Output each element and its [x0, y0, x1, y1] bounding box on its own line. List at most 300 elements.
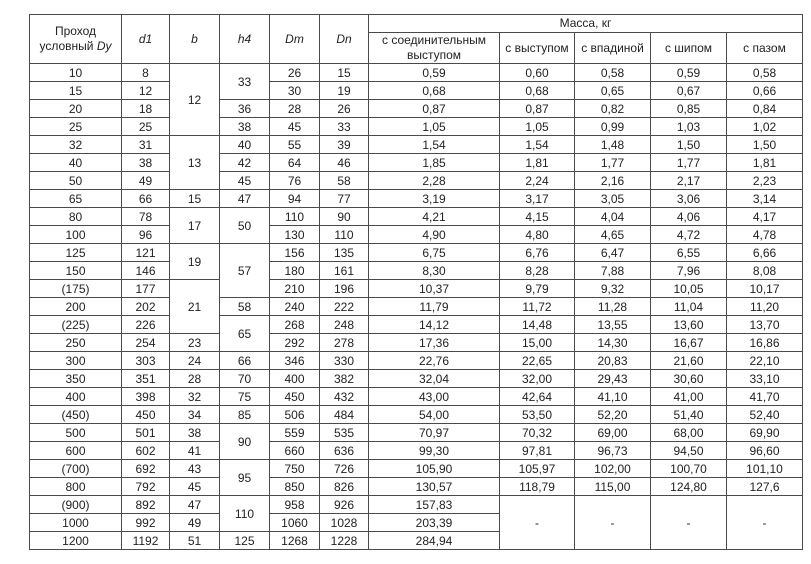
cell-mass-connecting: 14,12 — [369, 316, 500, 334]
cell-dm: 850 — [270, 478, 320, 496]
table-row — [30, 406, 803, 424]
cell-dn: 926 — [320, 496, 369, 514]
cell-mass-connecting: 6,75 — [369, 244, 500, 262]
cell-dm: 559 — [270, 424, 320, 442]
cell-mass-recess: 4,65 — [575, 226, 651, 244]
cell-dm: 1060 — [270, 514, 320, 532]
cell-d1: 692 — [122, 460, 170, 478]
header-mass-recess: с впадиной — [575, 33, 651, 64]
cell-dy: 10 — [30, 64, 122, 82]
cell-mass-groove: 11,20 — [727, 298, 803, 316]
cell-mass-recess: 4,04 — [575, 208, 651, 226]
cell-mass-tongue: 1,77 — [651, 154, 727, 172]
cell-h4: 58 — [220, 298, 270, 316]
cell-mass-groove: 3,14 — [727, 190, 803, 208]
cell-mass-protrusion: 42,64 — [500, 388, 575, 406]
header-dy-symbol: Dy — [96, 39, 112, 53]
cell-dn: 278 — [320, 334, 369, 352]
table-row — [30, 460, 803, 478]
cell-mass-groove: 8,08 — [727, 262, 803, 280]
cell-h4: 36 — [220, 100, 270, 118]
cell-mass-tongue: 2,17 — [651, 172, 727, 190]
cell-mass-protrusion: 97,81 — [500, 442, 575, 460]
cell-b: 28 — [170, 370, 220, 388]
cell-dy: 25 — [30, 118, 122, 136]
cell-mass-recess: 69,00 — [575, 424, 651, 442]
cell-mass-tongue: 6,55 — [651, 244, 727, 262]
cell-mass-recess: 1,48 — [575, 136, 651, 154]
header-d1: d1 — [122, 15, 170, 64]
cell-mass-groove: 4,17 — [727, 208, 803, 226]
cell-mass-tongue: 4,06 — [651, 208, 727, 226]
table-row — [30, 118, 803, 136]
cell-mass-recess: 6,47 — [575, 244, 651, 262]
cell-mass-connecting: 157,83 — [369, 496, 500, 514]
cell-dn: 46 — [320, 154, 369, 172]
cell-mass-groove: 33,10 — [727, 370, 803, 388]
table-row — [30, 226, 803, 244]
cell-mass-groove: 6,66 — [727, 244, 803, 262]
table-row — [30, 424, 803, 442]
cell-mass-tongue: 94,50 — [651, 442, 727, 460]
flange-mass-table — [29, 14, 803, 550]
cell-dn: 484 — [320, 406, 369, 424]
cell-mass-groove: 1,50 — [727, 136, 803, 154]
cell-d1: 18 — [122, 100, 170, 118]
cell-mass-tongue: - — [651, 496, 727, 550]
cell-mass-tongue: 30,60 — [651, 370, 727, 388]
cell-mass-tongue: 3,06 — [651, 190, 727, 208]
cell-mass-tongue: 41,00 — [651, 388, 727, 406]
cell-mass-recess: 52,20 — [575, 406, 651, 424]
cell-dy: (900) — [30, 496, 122, 514]
cell-mass-connecting: 10,37 — [369, 280, 500, 298]
cell-mass-groove: 2,23 — [727, 172, 803, 190]
table-row — [30, 154, 803, 172]
table-row — [30, 334, 803, 352]
cell-dy: 100 — [30, 226, 122, 244]
cell-dy: (225) — [30, 316, 122, 334]
cell-dy: 400 — [30, 388, 122, 406]
cell-dy: 350 — [30, 370, 122, 388]
cell-h4: 50 — [220, 208, 270, 244]
cell-d1: 501 — [122, 424, 170, 442]
cell-d1: 992 — [122, 514, 170, 532]
cell-mass-connecting: 203,39 — [369, 514, 500, 532]
cell-mass-recess: 102,00 — [575, 460, 651, 478]
cell-d1: 254 — [122, 334, 170, 352]
cell-mass-connecting: 11,79 — [369, 298, 500, 316]
cell-dn: 77 — [320, 190, 369, 208]
cell-d1: 602 — [122, 442, 170, 460]
cell-h4: 110 — [220, 496, 270, 532]
table-row — [30, 352, 803, 370]
cell-dy: 500 — [30, 424, 122, 442]
cell-mass-protrusion: 1,54 — [500, 136, 575, 154]
cell-dm: 26 — [270, 64, 320, 82]
cell-mass-recess: 1,77 — [575, 154, 651, 172]
table-row — [30, 262, 803, 280]
cell-dn: 26 — [320, 100, 369, 118]
cell-mass-connecting: 43,00 — [369, 388, 500, 406]
cell-mass-protrusion: 8,28 — [500, 262, 575, 280]
header-b: b — [170, 15, 220, 64]
cell-dy: (700) — [30, 460, 122, 478]
header-dy — [30, 15, 122, 64]
cell-dm: 210 — [270, 280, 320, 298]
cell-dn: 432 — [320, 388, 369, 406]
cell-d1: 303 — [122, 352, 170, 370]
cell-h4: 85 — [220, 406, 270, 424]
cell-mass-groove: 0,84 — [727, 100, 803, 118]
cell-b: 47 — [170, 496, 220, 514]
cell-mass-connecting: 130,57 — [369, 478, 500, 496]
cell-mass-groove: 101,10 — [727, 460, 803, 478]
cell-dy: 80 — [30, 208, 122, 226]
cell-dy: (175) — [30, 280, 122, 298]
cell-mass-recess: 0,99 — [575, 118, 651, 136]
table-row — [30, 316, 803, 334]
cell-mass-connecting: 99,30 — [369, 442, 500, 460]
cell-h4: 45 — [220, 172, 270, 190]
cell-h4: 47 — [220, 190, 270, 208]
cell-dm: 130 — [270, 226, 320, 244]
cell-mass-tongue: 1,50 — [651, 136, 727, 154]
cell-h4: 125 — [220, 532, 270, 550]
table-row — [30, 100, 803, 118]
table-row — [30, 64, 803, 82]
cell-mass-recess: 3,05 — [575, 190, 651, 208]
cell-mass-groove: 69,90 — [727, 424, 803, 442]
cell-mass-protrusion: 70,32 — [500, 424, 575, 442]
cell-dn: 382 — [320, 370, 369, 388]
cell-mass-tongue: 124,80 — [651, 478, 727, 496]
cell-mass-protrusion: 0,60 — [500, 64, 575, 82]
cell-dm: 30 — [270, 82, 320, 100]
cell-h4: 42 — [220, 154, 270, 172]
cell-dn: 330 — [320, 352, 369, 370]
header-h4: h4 — [220, 15, 270, 64]
cell-d1: 78 — [122, 208, 170, 226]
table-row — [30, 82, 803, 100]
cell-mass-tongue: 100,70 — [651, 460, 727, 478]
cell-d1: 96 — [122, 226, 170, 244]
cell-d1: 121 — [122, 244, 170, 262]
cell-d1: 31 — [122, 136, 170, 154]
cell-h4: 75 — [220, 388, 270, 406]
cell-d1: 38 — [122, 154, 170, 172]
cell-b: 34 — [170, 406, 220, 424]
cell-dm: 28 — [270, 100, 320, 118]
cell-mass-connecting: 54,00 — [369, 406, 500, 424]
cell-dm: 268 — [270, 316, 320, 334]
cell-mass-recess: 96,73 — [575, 442, 651, 460]
cell-mass-tongue: 4,72 — [651, 226, 727, 244]
cell-dy: 20 — [30, 100, 122, 118]
cell-b: 23 — [170, 334, 220, 352]
cell-mass-protrusion: 53,50 — [500, 406, 575, 424]
cell-mass-connecting: 2,28 — [369, 172, 500, 190]
cell-dm: 660 — [270, 442, 320, 460]
cell-mass-connecting: 17,36 — [369, 334, 500, 352]
cell-mass-protrusion: 4,15 — [500, 208, 575, 226]
cell-mass-groove: 0,58 — [727, 64, 803, 82]
cell-mass-recess: 29,43 — [575, 370, 651, 388]
cell-b: 32 — [170, 388, 220, 406]
cell-dm: 346 — [270, 352, 320, 370]
cell-d1: 450 — [122, 406, 170, 424]
cell-dy: 250 — [30, 334, 122, 352]
cell-mass-recess: 14,30 — [575, 334, 651, 352]
cell-mass-recess: - — [575, 496, 651, 550]
cell-dn: 90 — [320, 208, 369, 226]
table-row — [30, 136, 803, 154]
header-dy-line2: условный — [39, 39, 94, 53]
cell-mass-connecting: 0,87 — [369, 100, 500, 118]
cell-dy: 50 — [30, 172, 122, 190]
cell-dm: 750 — [270, 460, 320, 478]
cell-dy: 125 — [30, 244, 122, 262]
cell-dn: 33 — [320, 118, 369, 136]
cell-h4: 33 — [220, 64, 270, 100]
cell-mass-connecting: 32,04 — [369, 370, 500, 388]
cell-mass-recess: 0,65 — [575, 82, 651, 100]
cell-dn: 636 — [320, 442, 369, 460]
cell-mass-tongue: 11,04 — [651, 298, 727, 316]
cell-dy: 150 — [30, 262, 122, 280]
table-row — [30, 172, 803, 190]
cell-h4: 65 — [220, 316, 270, 352]
cell-dn: 161 — [320, 262, 369, 280]
cell-mass-tongue: 51,40 — [651, 406, 727, 424]
cell-mass-tongue: 0,67 — [651, 82, 727, 100]
cell-dm: 45 — [270, 118, 320, 136]
cell-d1: 49 — [122, 172, 170, 190]
header-mass-groove: с пазом — [727, 33, 803, 64]
cell-mass-protrusion: 9,79 — [500, 280, 575, 298]
cell-dm: 506 — [270, 406, 320, 424]
cell-mass-recess: 7,88 — [575, 262, 651, 280]
cell-b: 45 — [170, 478, 220, 496]
cell-mass-protrusion: 4,80 — [500, 226, 575, 244]
cell-h4: 66 — [220, 352, 270, 370]
cell-dm: 400 — [270, 370, 320, 388]
cell-dy: 300 — [30, 352, 122, 370]
cell-b: 19 — [170, 244, 220, 280]
cell-b: 15 — [170, 190, 220, 208]
cell-h4: 95 — [220, 460, 270, 496]
cell-mass-protrusion: 118,79 — [500, 478, 575, 496]
cell-dn: 58 — [320, 172, 369, 190]
cell-dn: 248 — [320, 316, 369, 334]
cell-dy: 15 — [30, 82, 122, 100]
cell-mass-protrusion: 11,72 — [500, 298, 575, 316]
cell-mass-connecting: 8,30 — [369, 262, 500, 280]
cell-b: 43 — [170, 460, 220, 478]
cell-mass-connecting: 1,85 — [369, 154, 500, 172]
cell-dy: (450) — [30, 406, 122, 424]
cell-dn: 39 — [320, 136, 369, 154]
cell-mass-protrusion: 14,48 — [500, 316, 575, 334]
cell-dn: 535 — [320, 424, 369, 442]
cell-mass-protrusion: 2,24 — [500, 172, 575, 190]
cell-dm: 1268 — [270, 532, 320, 550]
cell-d1: 892 — [122, 496, 170, 514]
cell-h4: 38 — [220, 118, 270, 136]
cell-mass-connecting: 22,76 — [369, 352, 500, 370]
cell-d1: 226 — [122, 316, 170, 334]
cell-mass-recess: 13,55 — [575, 316, 651, 334]
cell-d1: 202 — [122, 298, 170, 316]
cell-d1: 146 — [122, 262, 170, 280]
cell-mass-protrusion: 32,00 — [500, 370, 575, 388]
cell-mass-tongue: 7,96 — [651, 262, 727, 280]
cell-mass-recess: 115,00 — [575, 478, 651, 496]
cell-dn: 826 — [320, 478, 369, 496]
cell-dm: 94 — [270, 190, 320, 208]
cell-dn: 222 — [320, 298, 369, 316]
cell-mass-protrusion: 6,76 — [500, 244, 575, 262]
cell-mass-tongue: 1,03 — [651, 118, 727, 136]
cell-dn: 1228 — [320, 532, 369, 550]
cell-mass-groove: 127,6 — [727, 478, 803, 496]
cell-mass-tongue: 10,05 — [651, 280, 727, 298]
cell-mass-groove: 96,60 — [727, 442, 803, 460]
cell-mass-protrusion: 0,87 — [500, 100, 575, 118]
cell-mass-connecting: 4,90 — [369, 226, 500, 244]
table-row — [30, 208, 803, 226]
table-row — [30, 388, 803, 406]
cell-mass-tongue: 13,60 — [651, 316, 727, 334]
cell-b: 51 — [170, 532, 220, 550]
cell-dn: 726 — [320, 460, 369, 478]
cell-dn: 110 — [320, 226, 369, 244]
cell-h4: 70 — [220, 370, 270, 388]
cell-mass-protrusion: 15,00 — [500, 334, 575, 352]
cell-dn: 19 — [320, 82, 369, 100]
table-row — [30, 298, 803, 316]
cell-d1: 1192 — [122, 532, 170, 550]
table-row — [30, 496, 803, 514]
header-dy-line1: Проход — [54, 24, 97, 38]
table-row — [30, 478, 803, 496]
cell-dm: 450 — [270, 388, 320, 406]
cell-mass-connecting: 0,59 — [369, 64, 500, 82]
cell-mass-protrusion: 105,97 — [500, 460, 575, 478]
cell-mass-groove: 52,40 — [727, 406, 803, 424]
cell-mass-connecting: 3,19 — [369, 190, 500, 208]
cell-dm: 156 — [270, 244, 320, 262]
cell-h4: 40 — [220, 136, 270, 154]
cell-dy: 1000 — [30, 514, 122, 532]
cell-mass-connecting: 0,68 — [369, 82, 500, 100]
table-row — [30, 370, 803, 388]
cell-dy: 40 — [30, 154, 122, 172]
cell-b: 41 — [170, 442, 220, 460]
cell-dn: 15 — [320, 64, 369, 82]
cell-mass-connecting: 70,97 — [369, 424, 500, 442]
table-header — [30, 15, 803, 64]
cell-mass-connecting: 1,05 — [369, 118, 500, 136]
table-row — [30, 442, 803, 460]
cell-mass-recess: 0,82 — [575, 100, 651, 118]
cell-d1: 398 — [122, 388, 170, 406]
cell-d1: 8 — [122, 64, 170, 82]
cell-mass-protrusion: 22,65 — [500, 352, 575, 370]
header-mass-protrusion: с выступом — [500, 33, 575, 64]
cell-mass-groove: 1,81 — [727, 154, 803, 172]
cell-mass-protrusion: - — [500, 496, 575, 550]
cell-d1: 25 — [122, 118, 170, 136]
cell-h4: 57 — [220, 244, 270, 298]
cell-mass-protrusion: 0,68 — [500, 82, 575, 100]
cell-dy: 1200 — [30, 532, 122, 550]
cell-dm: 292 — [270, 334, 320, 352]
cell-d1: 12 — [122, 82, 170, 100]
cell-mass-tongue: 0,85 — [651, 100, 727, 118]
header-mass-group: Масса, кг — [369, 15, 803, 33]
cell-b: 21 — [170, 280, 220, 334]
cell-dy: 600 — [30, 442, 122, 460]
cell-dm: 64 — [270, 154, 320, 172]
cell-dy: 200 — [30, 298, 122, 316]
cell-dm: 55 — [270, 136, 320, 154]
cell-dn: 196 — [320, 280, 369, 298]
cell-mass-connecting: 105,90 — [369, 460, 500, 478]
cell-dy: 32 — [30, 136, 122, 154]
cell-dm: 180 — [270, 262, 320, 280]
cell-mass-recess: 9,32 — [575, 280, 651, 298]
cell-mass-groove: 1,02 — [727, 118, 803, 136]
header-dn: Dn — [320, 15, 369, 64]
cell-d1: 66 — [122, 190, 170, 208]
cell-mass-recess: 2,16 — [575, 172, 651, 190]
cell-mass-groove: 16,86 — [727, 334, 803, 352]
cell-dn: 1028 — [320, 514, 369, 532]
cell-d1: 177 — [122, 280, 170, 298]
cell-dn: 135 — [320, 244, 369, 262]
cell-b: 38 — [170, 424, 220, 442]
cell-mass-recess: 20,83 — [575, 352, 651, 370]
cell-mass-recess: 41,10 — [575, 388, 651, 406]
cell-d1: 351 — [122, 370, 170, 388]
table-row — [30, 244, 803, 262]
cell-mass-tongue: 16,67 — [651, 334, 727, 352]
cell-d1: 792 — [122, 478, 170, 496]
cell-dy: 65 — [30, 190, 122, 208]
cell-dm: 110 — [270, 208, 320, 226]
cell-dy: 800 — [30, 478, 122, 496]
cell-mass-groove: - — [727, 496, 803, 550]
cell-mass-recess: 0,58 — [575, 64, 651, 82]
cell-b: 12 — [170, 64, 220, 136]
cell-mass-connecting: 1,54 — [369, 136, 500, 154]
cell-mass-protrusion: 3,17 — [500, 190, 575, 208]
cell-mass-recess: 11,28 — [575, 298, 651, 316]
cell-mass-connecting: 4,21 — [369, 208, 500, 226]
cell-mass-groove: 22,10 — [727, 352, 803, 370]
cell-dm: 958 — [270, 496, 320, 514]
header-mass-connecting: с соединительным выступом — [369, 33, 500, 64]
cell-mass-groove: 10,17 — [727, 280, 803, 298]
cell-b: 49 — [170, 514, 220, 532]
cell-dm: 240 — [270, 298, 320, 316]
header-dm: Dm — [270, 15, 320, 64]
cell-mass-connecting: 284,94 — [369, 532, 500, 550]
cell-mass-groove: 0,66 — [727, 82, 803, 100]
cell-mass-tongue: 0,59 — [651, 64, 727, 82]
table-body — [30, 64, 803, 550]
